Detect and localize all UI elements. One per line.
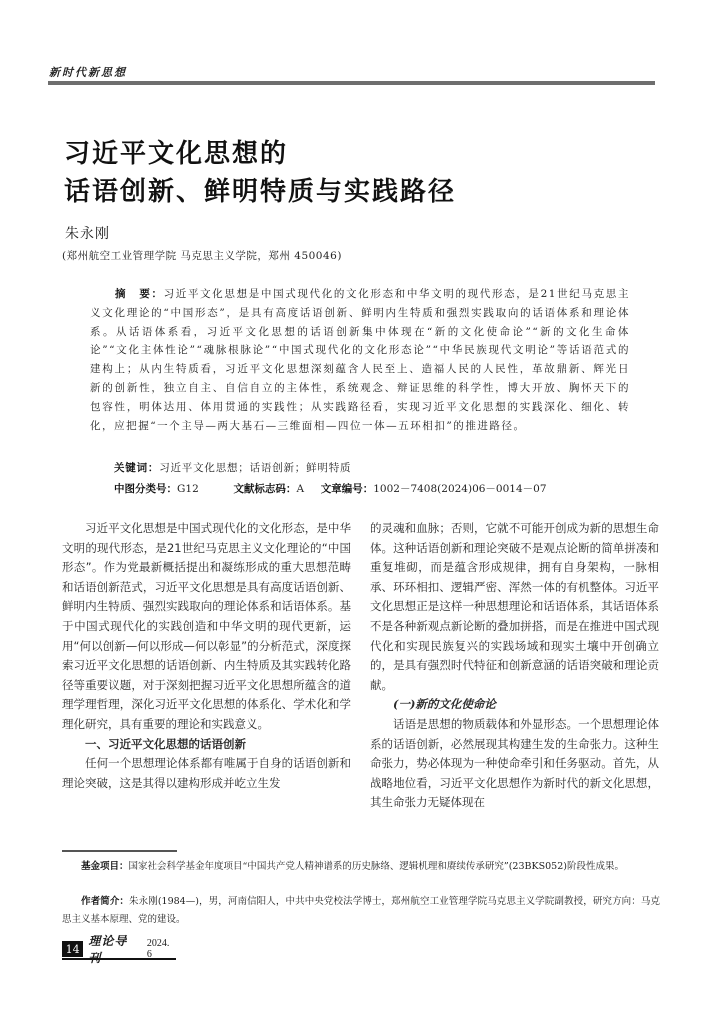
classification-line <box>114 481 547 496</box>
body-paragraph: 任何一个思想理论体系都有唯属于自身的话语创新和理论突破，这是其得以建构形成并屹立生发 <box>62 756 351 790</box>
header-rule <box>48 81 655 85</box>
body-paragraph: 话语是思想的物质载体和外显形态。一个思想理论体系的话语创新，必然展现其构建生发的生命张力。这种生命张力，势必体现为一种使命牵引和任务驱动。首先，从战略地位看，习近平文化思想作为新时代的新文化思想，其生命张力无疑体现在 <box>370 716 659 810</box>
keywords-label: 关键词： <box>114 462 160 474</box>
body-paragraph: 的灵魂和血脉；否则，它就不可能开创成为新的思想生命体。这种话语创新和理论突破不是观点论断的简单拼凑和重复堆砌，而是蕴含形成规律，拥有自身架构，一脉相承、环环相扣、逻辑严密、浑然一体的有机整体。习近平文化思想正是这样一种思想理论和话语体系，其话语体系不是各种新观点新论断的叠加拼搭，而是在推进中国式现代化和实现民族复兴的实践场域和现实土壤中开创确立的，是具有强烈时代特征和创新意涵的话语突破和理论贡献。 <box>370 521 659 692</box>
page-footer <box>62 934 176 965</box>
doc-code-value: A <box>296 483 305 495</box>
keywords <box>114 460 351 475</box>
footnote-rule <box>62 850 177 852</box>
issue-date: 2024. 6 <box>146 938 170 960</box>
fund-label: 基金项目： <box>81 861 129 872</box>
fund-note <box>62 858 660 876</box>
body-column-left <box>62 519 351 793</box>
author-name: 朱永刚 <box>65 226 110 242</box>
abstract <box>90 285 630 435</box>
subsection-heading: (一)新的文化使命论 <box>393 697 496 712</box>
abstract-label: 摘 要： <box>115 288 164 300</box>
article-title-line-2: 话语创新、鲜明特质与实践路径 <box>64 177 457 207</box>
bio-label: 作者简介： <box>81 896 130 907</box>
fund-text: 国家社会科学基金年度项目“中国共产党人精神谱系的历史脉络、逻辑机理和赓续传承研究”(23BKS052)阶段性成果。 <box>128 861 624 872</box>
article-no-value: 1002－7408(2024)06－0014－07 <box>373 483 547 495</box>
body-column-right <box>370 519 659 813</box>
clc-label: 中图分类号： <box>114 483 177 495</box>
keywords-text: 习近平文化思想；话语创新；鲜明特质 <box>159 462 352 474</box>
author-bio-note <box>62 893 660 929</box>
journal-name: 理论导刊 <box>88 934 128 965</box>
doc-code-label: 文献标志码： <box>233 483 297 495</box>
body-paragraph: 习近平文化思想是中国式现代化的文化形态，是中华文明的现代形态，是21世纪马克思主义文化理论的“中国形态”。作为党最新概括提出和凝练形成的重大思想范畴和话语创新范式，习近平文化思想是具有高度话语创新、鲜明内生特质、强烈实践取向的理论体系和话语体系。基于中国式现代化的实践创造和中华文明的现代更新，运用“何以创新—何以形成—何以彰显”的分析范式，深度探索习近平文化思想的话语创新、内生特质及其实践转化路径等重要议题，对于深刻把握习近平文化思想所蕴含的道理学理哲理，深化习近平文化思想的体系化、学术化和学理化研究，具有重要的理论和实践意义。 <box>62 521 351 731</box>
article-no-label: 文章编号： <box>320 483 374 495</box>
article-title-line-1: 习近平文化思想的 <box>64 139 289 169</box>
author-affiliation: (郑州航空工业管理学院 马克思主义学院，郑州 450046) <box>62 250 342 262</box>
bio-text: 朱永刚(1984—)，男，河南信阳人，中共中央党校法学博士，郑州航空工业管理学院马克思主义学院副教授，研究方向：马克思主义基本原理、党的建设。 <box>62 896 660 925</box>
abstract-text: 习近平文化思想是中国式现代化的文化形态和中华文明的现代形态，是21世纪马克思主义文化理论的“中国形态”，是具有高度话语创新、鲜明内生特质和强烈实践取向的话语体系和理论体系。从话语体系看，习近平文化思想的话语创新集中体现在“新的文化使命论”“新的文化生命体论”“文化主体性论”“魂脉根脉论”“中国式现代化的文化形态论”“中华民族现代文明论”等话语范式的建构上；从内生特质看，习近平文化思想深刻蕴含人民至上、造福人民的人民性，革故鼎新、辉光日新的创新性，独立自主、自信自立的主体性，系统观念、辩证思维的科学性，博大开放、胸怀天下的包容性，明体达用、体用贯通的实践性；从实践路径看，实现习近平文化思想的实践深化、细化、转化，应把握“一个主导—两大基石—三维面相—四位一体—五环相扣”的推进路径。 <box>90 288 630 432</box>
clc-value: G12 <box>177 483 199 495</box>
running-head: 新时代新思想 <box>49 66 127 79</box>
page-number: 14 <box>62 941 83 957</box>
section-heading: 一、习近平文化思想的话语创新 <box>85 736 246 751</box>
